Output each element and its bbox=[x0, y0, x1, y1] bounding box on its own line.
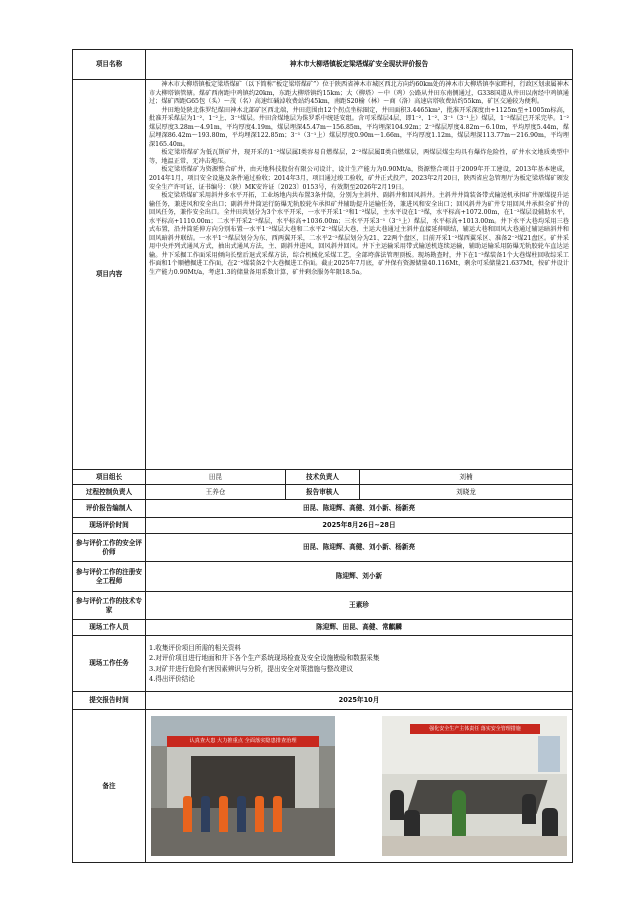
row-site-tasks bbox=[73, 636, 573, 692]
process-control-label: 过程控制负责人 bbox=[73, 485, 146, 500]
project-name-label: 项目名称 bbox=[73, 50, 146, 80]
site-staff-label: 现场工作人员 bbox=[73, 620, 146, 636]
worker-figure bbox=[255, 796, 264, 832]
attendee-figure bbox=[522, 794, 536, 824]
worker-figure bbox=[219, 796, 228, 832]
content-paragraph-2: 井田地处陕北侏罗纪煤田神木北部矿区西北端，井田范围由12个拐点坐标圈定，井田面积3.4465km²，批准开采深度由+1125m至+1005m标高，批准开采煤层为1⁻²、1⁻²上、3⁻¹煤层。井田含煤地层为侏罗系中统延安组。含可采煤层4层，即1⁻²、1⁻²、3⁻¹（3⁻¹上）煤层，1⁻²煤层已开采完毕。1⁻²煤层厚度3.28m～4.91m，平均厚度4.19m，煤层埋深45.47m～156.85m，平均埋深104.92m；2⁻²煤层厚度4.82m～6.10m，平均厚度5.44m，煤层埋深86.42m～193.80m，平均埋深122.85m；3⁻¹（3⁻¹上）煤层厚度0.90m～1.66m，平均厚度1.12m，煤层埋深113.77m～216.90m，平均埋深165.40m。 bbox=[149, 106, 569, 148]
row-eval-time bbox=[73, 518, 573, 534]
remarks-label: 备注 bbox=[73, 710, 146, 863]
worker-figure bbox=[183, 796, 192, 832]
leader-label: 项目组长 bbox=[73, 470, 146, 485]
project-name-value: 神木市大柳塔镇板定梁塔煤矿安全现状评价报告 bbox=[146, 50, 573, 80]
row-leader bbox=[73, 470, 573, 485]
content-paragraph-3: 板定梁塔煤矿为低瓦斯矿井，现开采的1⁻²煤层属Ⅰ类容易自燃煤层，2⁻²煤层属Ⅱ类自燃煤层，两煤层煤尘均具有爆炸危险性，矿井水文地质类型中等，地温正常，无冲击地压。 bbox=[149, 149, 569, 165]
tech-experts-value: 王素珍 bbox=[146, 592, 573, 620]
row-site-staff bbox=[73, 620, 573, 636]
project-content-value bbox=[146, 80, 573, 470]
row-submit-time bbox=[73, 692, 573, 710]
submit-time-value: 2025年10月 bbox=[146, 692, 573, 710]
task-item-3: 3.对矿井进行危险有害因素辨识与分析，提出安全对策措施与整改建议 bbox=[149, 664, 354, 673]
worker-figure bbox=[237, 796, 246, 832]
content-paragraph-1: 神木市大柳塔镇板定梁塔煤矿（以下简称“板定梁塔煤矿”）位于陕西省神木市城区西北方向约60km处的神木市大柳塔镇李家畔村，行政区划隶属神木市大柳塔镇管辖。煤矿西南距中鸡镇约20km，东距大柳塔镇约15km；大（柳塔）～中（鸡）公路从井田东南侧通过，G338国道从井田以南经中鸡镇通过；煤矿西距G65包（头）～茂（名）高速红碱淖收费站约45km，南距S20榆（林）～商（洛）高速店塔收费站约55km，矿区交通较为便利。 bbox=[149, 81, 569, 106]
row-project-name bbox=[73, 50, 573, 80]
content-paragraph-5: 板定梁塔煤矿采用斜井多水平开拓，工业场地内共布置3条井筒，分别为主斜井、副斜井和回风斜井。主斜井井筒装备带式输送机承担矿井原煤提升运输任务，兼进风和安全出口；副斜井井筒运行防爆无轨胶轮车承担矿井辅助提升运输任务，兼进风和安全出口；回风斜井为矿井专用回风井承担全矿井的回风任务，兼作安全出口。全井田共划分为3个水平开采，一水平开采1⁻²和1⁻²煤层，主水平设在1⁻²煤，水平标高+1072.00m，在1⁻²煤层设辅助水平，水平标高+1110.00m；二水平开采2⁻²煤层，水平标高+1036.00m；三水平开采3⁻¹（3⁻¹上）煤层，水平标高+1013.00m。井下水平大巷均采用三巷式布置，沿井筒延伸方向分别布置一水平1⁻²煤层大巷和二水平2⁻²煤层大巷，主运大巷通过主斜井直接延伸联结，辅运大巷和回风大巷通过辅运暗斜井和回风暗斜井联结。一水平1⁻²煤层划分为东、西两翼开采，二水平2⁻²煤层划分为21、22两个盘区，目前开采1⁻²煤西翼采区、准备2⁻²煤21盘区。矿井采用中央并列式通风方式，抽出式通风方法，主、副斜井进风，回风斜井回风。井下主运输采用带式输送机连续运输，辅助运输采用防爆无轨胶轮车直达运输。井下采掘工作面采用倾向长壁后退式采煤方法，综合机械化采煤工艺，全部垮落法管理顶板。现场勘查时，井下在1⁻²煤装备1个大巷煤柱回收综采工作面和1个顺槽掘进工作面，在2⁻²煤装备2个大巷掘进工作面。截止2025年7月底，矿井保有资源储量40.116Mt，剩余可采储量21.637Mt，按矿井设计生产能力0.90Mt/a，考虑1.3的储量备用系数计算，矿井剩余服务年限18.5a。 bbox=[149, 192, 569, 277]
photo-strip bbox=[149, 710, 569, 862]
task-item-2: 2.对评价项目进行地面和井下各个生产系统现场检查及安全设施勘验和数据采集 bbox=[149, 654, 380, 662]
report-reviewer-value: 刘晓龙 bbox=[360, 485, 573, 500]
site-tasks-value bbox=[146, 636, 573, 692]
process-control-value: 王养仓 bbox=[146, 485, 286, 500]
leader-value: 田昆 bbox=[146, 470, 286, 485]
compilers-value: 田昆、陈迎辉、高健、刘小新、杨新亮 bbox=[146, 500, 573, 518]
safety-evaluators-value: 田昆、陈迎辉、高健、刘小新、杨新亮 bbox=[146, 534, 573, 562]
task-item-4: 4.得出评价结论 bbox=[149, 675, 195, 683]
photo-site-team bbox=[151, 716, 335, 856]
tech-lead-value: 刘楠 bbox=[360, 470, 573, 485]
row-safety-evaluators bbox=[73, 534, 573, 562]
row-remarks bbox=[73, 710, 573, 863]
eval-time-label: 现场评价时间 bbox=[73, 518, 146, 534]
row-tech-experts bbox=[73, 592, 573, 620]
meeting-banner: 强化安全生产主体责任 落实安全管理措施 bbox=[410, 724, 540, 734]
room-floor bbox=[382, 836, 567, 856]
evaluation-info-sheet bbox=[72, 49, 572, 863]
tech-lead-label: 技术负责人 bbox=[286, 470, 360, 485]
eval-time-value: 2025年8月26日~28日 bbox=[146, 518, 573, 534]
row-compilers bbox=[73, 500, 573, 518]
row-safety-engineers bbox=[73, 562, 573, 592]
safety-evaluators-label: 参与评价工作的安全评价师 bbox=[73, 534, 146, 562]
task-item-1: 1.收集评价项目所需的相关资料 bbox=[149, 643, 242, 652]
site-staff-value: 陈迎辉、田昆、高健、常麒麟 bbox=[146, 620, 573, 636]
entrance-banner: 认真查大患 大力推重点 全面落实隐患排查治理 bbox=[167, 736, 319, 747]
info-table bbox=[72, 49, 573, 863]
project-content-label: 项目内容 bbox=[73, 80, 146, 470]
safety-engineers-value: 陈迎辉、刘小新 bbox=[146, 562, 573, 592]
safety-engineers-label: 参与评价工作的注册安全工程师 bbox=[73, 562, 146, 592]
submit-time-label: 提交报告时间 bbox=[73, 692, 146, 710]
table-plant bbox=[452, 790, 466, 842]
tech-experts-label: 参与评价工作的技术专家 bbox=[73, 592, 146, 620]
report-reviewer-label: 报告审核人 bbox=[286, 485, 360, 500]
worker-figure bbox=[273, 796, 282, 832]
site-tasks-label: 现场工作任务 bbox=[73, 636, 146, 692]
row-process bbox=[73, 485, 573, 500]
attendee-figure bbox=[390, 790, 404, 820]
worker-figure bbox=[201, 796, 210, 832]
room-window bbox=[538, 736, 560, 772]
content-paragraph-4: 板定梁塔煤矿为资源整合矿井，由天地科技股份有限公司设计，设计生产能力为0.90Mt/a，资源整合项目于2009年开工建设，2013年基本建成，2014年1月，项目安全设施及条件通过验收；2014年3月，项目通过竣工验收，矿井正式投产，2023年2月20日，陕西省应急管理厅为板定梁塔煤矿颁发安全生产许可证，证书编号：（陕）MK安许证〔2023〕0153号，有效期至2026年2月19日。 bbox=[149, 166, 569, 191]
compilers-label: 评价报告编制人 bbox=[73, 500, 146, 518]
remarks-value bbox=[146, 710, 573, 863]
photo-meeting-room bbox=[382, 716, 567, 856]
row-project-content bbox=[73, 80, 573, 470]
